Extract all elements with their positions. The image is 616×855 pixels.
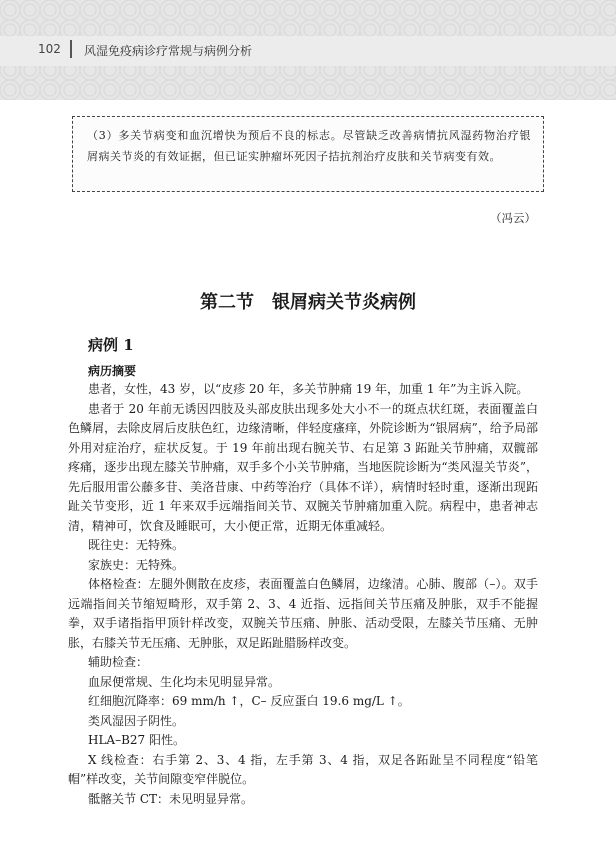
case-title: 病例 1 [88,336,134,354]
paragraph-family-history: 家族史：无特殊。 [88,557,185,572]
paragraph-hla-b27: HLA–B27 阳性。 [88,733,186,747]
author-credit: （冯云） [490,211,536,225]
page-number: 102 [38,42,61,56]
paragraph-routine-tests: 血尿便常规、生化均未见明显异常。 [88,674,281,689]
paragraph-si-ct: 骶髂关节 CT：未见明显异常。 [88,791,254,806]
running-title: 风湿免疫病诊疗常规与病例分析 [84,44,253,58]
case-content [68,376,538,809]
paragraph-chief-complaint: 患者，女性，43 岁，以“皮疹 20 年，多关节肿痛 19 年，加重 1 年”为主诉入院。 [88,382,529,396]
paragraph-xray: X 线检查：右手第 2、3、4 指，左手第 3、4 指，双足各跖趾呈不同程度“铅笔帽”样改变，关节间隙变窄伴脱位。 [68,752,538,786]
note-text: （3）多关节病变和血沉增快为预后不良的标志。尽管缺乏改善病情抗风湿药物治疗银屑病关节炎的有效证据，但已证实肿瘤坏死因子拮抗剂治疗皮肤和关节病变有效。 [87,129,531,163]
paragraph-aux-exam-heading: 辅助检查： [88,655,149,669]
paragraph-history: 患者于 20 年前无诱因四肢及头部皮肤出现多处大小不一的斑点状红斑，表面覆盖白色鳞屑，去除皮屑后皮肤色红，边缘清晰，伴轻度瘙痒，外院诊断为“银屑病”，给予局部外用对症治疗，症状反复。于 19 年前出现右腕关节、右足第 3 跖趾关节肿痛，双髋部疼痛，逐步出现左膝关节肿痛，双手多个小关节肿痛，当地医院诊断为“类风湿关节炎”，先后服用雷公藤多苷、美洛昔康、中药等治疗（具体不详），病情时轻时重，逐渐出现跖趾关节变形，近 1 年来双手远端指间关节、双腕关节肿痛加重入院。病程中，患者神志清，精神可，饮食及睡眠可，大小便正常，近期无体重减轻。 [68,401,538,533]
paragraph-esr-crp: 红细胞沉降率：69 mm/h ↑，C– 反应蛋白 19.6 mg/L ↑。 [88,694,410,708]
paragraph-physical-exam: 体格检查：左腿外侧散在皮疹，表面覆盖白色鳞屑，边缘清。心肺、腹部（–）。双手远端指间关节缩短畸形，双手第 2、3、4 近指、远指间关节压痛及肿胀，双手不能握拳，双手诸指指甲顶针样改变，双腕关节压痛、肿胀、活动受限，左膝关节压痛、无肿胀，右膝关节无压痛、无肿胀，双足跖趾腊肠样改变。 [68,577,538,650]
section-title: 第二节 银屑病关节炎病例 [200,292,416,313]
header-divider [70,40,72,58]
paragraph-past-history: 既往史：无特殊。 [88,538,185,552]
note-box [72,116,544,192]
summary-heading: 病历摘要 [88,364,137,378]
paragraph-rf: 类风湿因子阴性。 [88,713,185,728]
page-header [0,0,616,100]
